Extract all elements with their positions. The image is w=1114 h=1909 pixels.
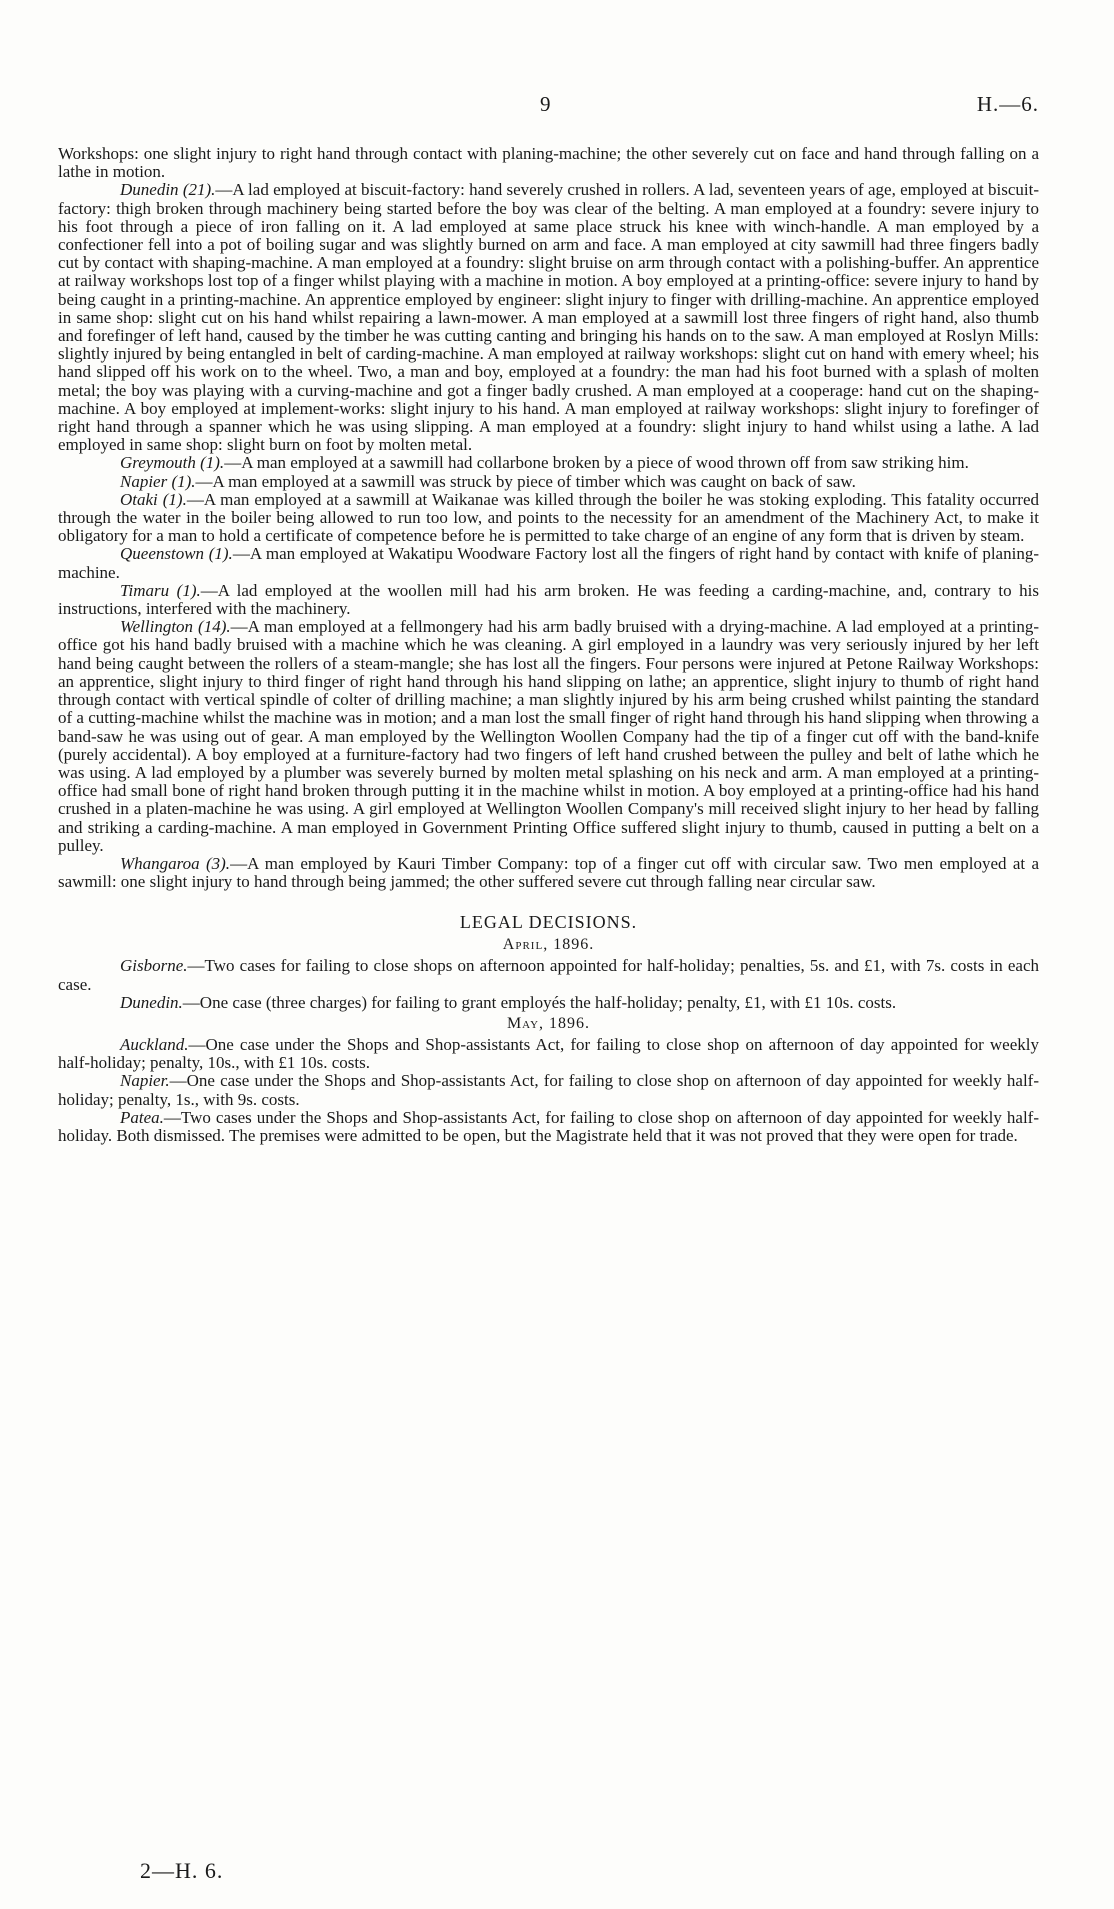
place-name: Patea.	[120, 1107, 164, 1127]
paragraph-text: —A man employed at a sawmill at Waikanae was killed through the boiler he was stoking exploding. This fatality occurred through the water in the boiler being allowed to run too low, and points to the necessity for an amendment of the Machinery Act, to make it obligatory for a man to hold a certificate of competence before he is permitted to take charge of an engine of any form that is driven by steam.	[58, 489, 1040, 546]
place-name: Greymouth (1).	[120, 453, 225, 473]
paragraph-text: —A man employed at Wakatipu Woodware Factory lost all the fingers of right hand by contact with knife of planing-machine.	[58, 544, 1039, 582]
paragraph-text: —A lad employed at the woollen mill had his arm broken. He was feeding a carding-machine, and, contrary to his instructions, interfered with the machinery.	[58, 580, 1039, 619]
document-body	[58, 145, 1039, 1145]
page-number: 9	[540, 92, 551, 116]
accident-paragraph	[58, 454, 1039, 472]
accident-paragraph	[58, 491, 1039, 546]
accident-paragraph	[58, 181, 1039, 454]
accident-paragraph	[58, 473, 1039, 491]
legal-paragraph	[58, 957, 1039, 993]
paragraph-text: —A man employed at a sawmill had collarbone broken by a piece of wood thrown off from saw striking him.	[224, 453, 969, 473]
legal-paragraph	[58, 1072, 1039, 1108]
month-heading-may: May, 1896.	[506, 1014, 591, 1032]
place-name: Dunedin (21).	[120, 180, 216, 200]
paragraph-text: —Two cases for failing to close shops on afternoon appointed for half-holiday; penalties, 5s. and £1, with 7s. costs in each case.	[58, 956, 1039, 994]
accident-paragraph	[58, 582, 1039, 618]
place-name: Napier.	[120, 1071, 170, 1091]
section-title: LEGAL DECISIONS.	[459, 912, 638, 933]
place-name: Gisborne.	[120, 956, 188, 976]
document-reference: H.—6.	[976, 92, 1039, 116]
paragraph-text: —One case under the Shops and Shop-assistants Act, for failing to close shop on afternoon of day appointed for weekly half-holiday; penalty, 1s., with 9s. costs.	[58, 1071, 1039, 1109]
accident-paragraph	[58, 545, 1039, 581]
place-name: Napier (1).	[120, 471, 196, 491]
place-name: Whangaroa (3).	[120, 853, 231, 873]
legal-paragraph	[58, 1109, 1039, 1145]
page-header	[0, 92, 1114, 122]
place-name: Queenstown (1).	[120, 544, 233, 564]
place-name: Timaru (1).	[120, 580, 201, 600]
legal-paragraph	[58, 1036, 1039, 1072]
paragraph-text: —A man employed at a fellmongery had his arm badly bruised with a drying-machine. A lad employed at a printing-office got his hand badly bruised with a machine which he was cleaning. A girl employed in a laundry was very seriously injured by her left hand being caught between the rollers of a steam-mangle; she has lost all the fingers. Four persons were injured at Petone Railway Workshops: an apprentice, slight injury to third finger of right hand through his hand slipping on lathe; an apprentice, slight injury to thumb of right hand through contact with vertical spindle of colter of drilling machine; a man slightly injured by his arm being crushed whilst painting the standard of a cutting-machine whilst the machine was in motion; and a man lost the small finger of right hand through his hand slipping when throwing a band-saw he was using out of gear. A man employed by the Wellington Woollen Company had the tip of a finger cut off with the band-knife (purely accidental). A boy employed at a furniture-factory had two fingers of left hand crushed between the pulley and belt of lathe which he was using. A lad employed by a plumber was severely burned by molten metal splashing on his neck and arm. A man employed at a printing-office had small bone of right hand broken through putting it in the machine whilst in motion. A boy employed at a printing-office had his hand crushed in a platen-machine he was using. A girl employed at Wellington Woollen Company's mill received slight injury to her head by falling and striking a carding-machine. A man employed in Government Printing Office suffered slight injury to thumb, caused in putting a belt on a pulley.	[58, 617, 1039, 855]
place-name: Dunedin.	[120, 992, 183, 1012]
paragraph-text: —A man employed at a sawmill was struck by piece of timber which was caught on back of saw.	[195, 471, 856, 491]
place-name: Wellington (14).	[120, 617, 231, 637]
month-heading-april: April, 1896.	[502, 936, 595, 954]
paragraph-text: Workshops: one slight injury to right hand through contact with planing-machine; the other severely cut on face and hand through falling on a lathe in motion.	[58, 144, 1039, 182]
accident-paragraph	[58, 145, 1039, 181]
paragraph-text: —A lad employed at biscuit-factory: hand severely crushed in rollers. A lad, seventeen years of age, employed at biscuit-factory: thigh broken through machinery being started before the boy was clear of the belting. A man employed at a foundry: severe injury to his foot through a piece of iron falling on it. A lad employed at same place struck his knee with winch-handle. A man employed by a confectioner fell into a pot of boiling sugar and was slightly burned on arm and face. A man employed at city sawmill had three fingers badly cut by contact with shaping-machine. A man employed at a foundry: slight bruise on arm through contact with a polishing-buffer. An apprentice at railway workshops lost top of a finger whilst playing with a machine in motion. A boy employed at a printing-office: severe injury to hand by being caught in a printing-machine. An apprentice employed by engineer: slight injury to finger with drilling-machine. An apprentice employed in same shop: slight cut on his hand whilst repairing a lawn-mower. A man employed at a sawmill lost three fingers of right hand, also thumb and forefinger of left hand, caused by the timber he was cutting canting and bringing his hands on to the saw. A man employed at Roslyn Mills: slightly injured by being entangled in belt of carding-machine. A man employed at railway workshops: slight cut on hand with emery wheel; his hand slipped off his work on to the wheel. Two, a man and boy, employed at a foundry: the man had his foot burned with a splash of molten metal; the boy was playing with a curving-machine and got a finger badly crushed. A man employed at a cooperage: hand cut on the shaping-machine. A boy employed at implement-works: slight injury to his hand. A man employed at railway workshops: slight injury to forefinger of right hand through a spanner which he was using slipping. A man employed at a foundry: slight injury to hand whilst using a lathe. A lad employed in same shop: slight burn on foot by molten metal.	[58, 180, 1040, 455]
paragraph-text: —Two cases under the Shops and Shop-assistants Act, for failing to close shop on afternoon of day appointed for weekly half-holiday. Both dismissed. The premises were admitted to be open, but the Magistrate held that it was not proved that they were open for trade.	[58, 1107, 1039, 1145]
accident-paragraph	[58, 618, 1039, 855]
accident-paragraph	[58, 855, 1039, 891]
place-name: Otaki (1).	[120, 489, 187, 509]
place-name: Auckland.	[120, 1034, 189, 1054]
paragraph-text: —One case (three charges) for failing to grant employés the half-holiday; penalty, £1, with £1 10s. costs.	[182, 992, 897, 1012]
paragraph-text: —One case under the Shops and Shop-assistants Act, for failing to close shop on afternoon of day appointed for weekly half-holiday; penalty, 10s., with £1 10s. costs.	[58, 1034, 1039, 1073]
signature-mark: 2—H. 6.	[140, 1858, 224, 1883]
paragraph-text: —A man employed by Kauri Timber Company: top of a finger cut off with circular saw. Two men employed at a sawmill: one slight injury to hand through being jammed; the other suffered severe cut through falling near circular saw.	[58, 853, 1039, 892]
legal-paragraph	[58, 994, 1039, 1012]
